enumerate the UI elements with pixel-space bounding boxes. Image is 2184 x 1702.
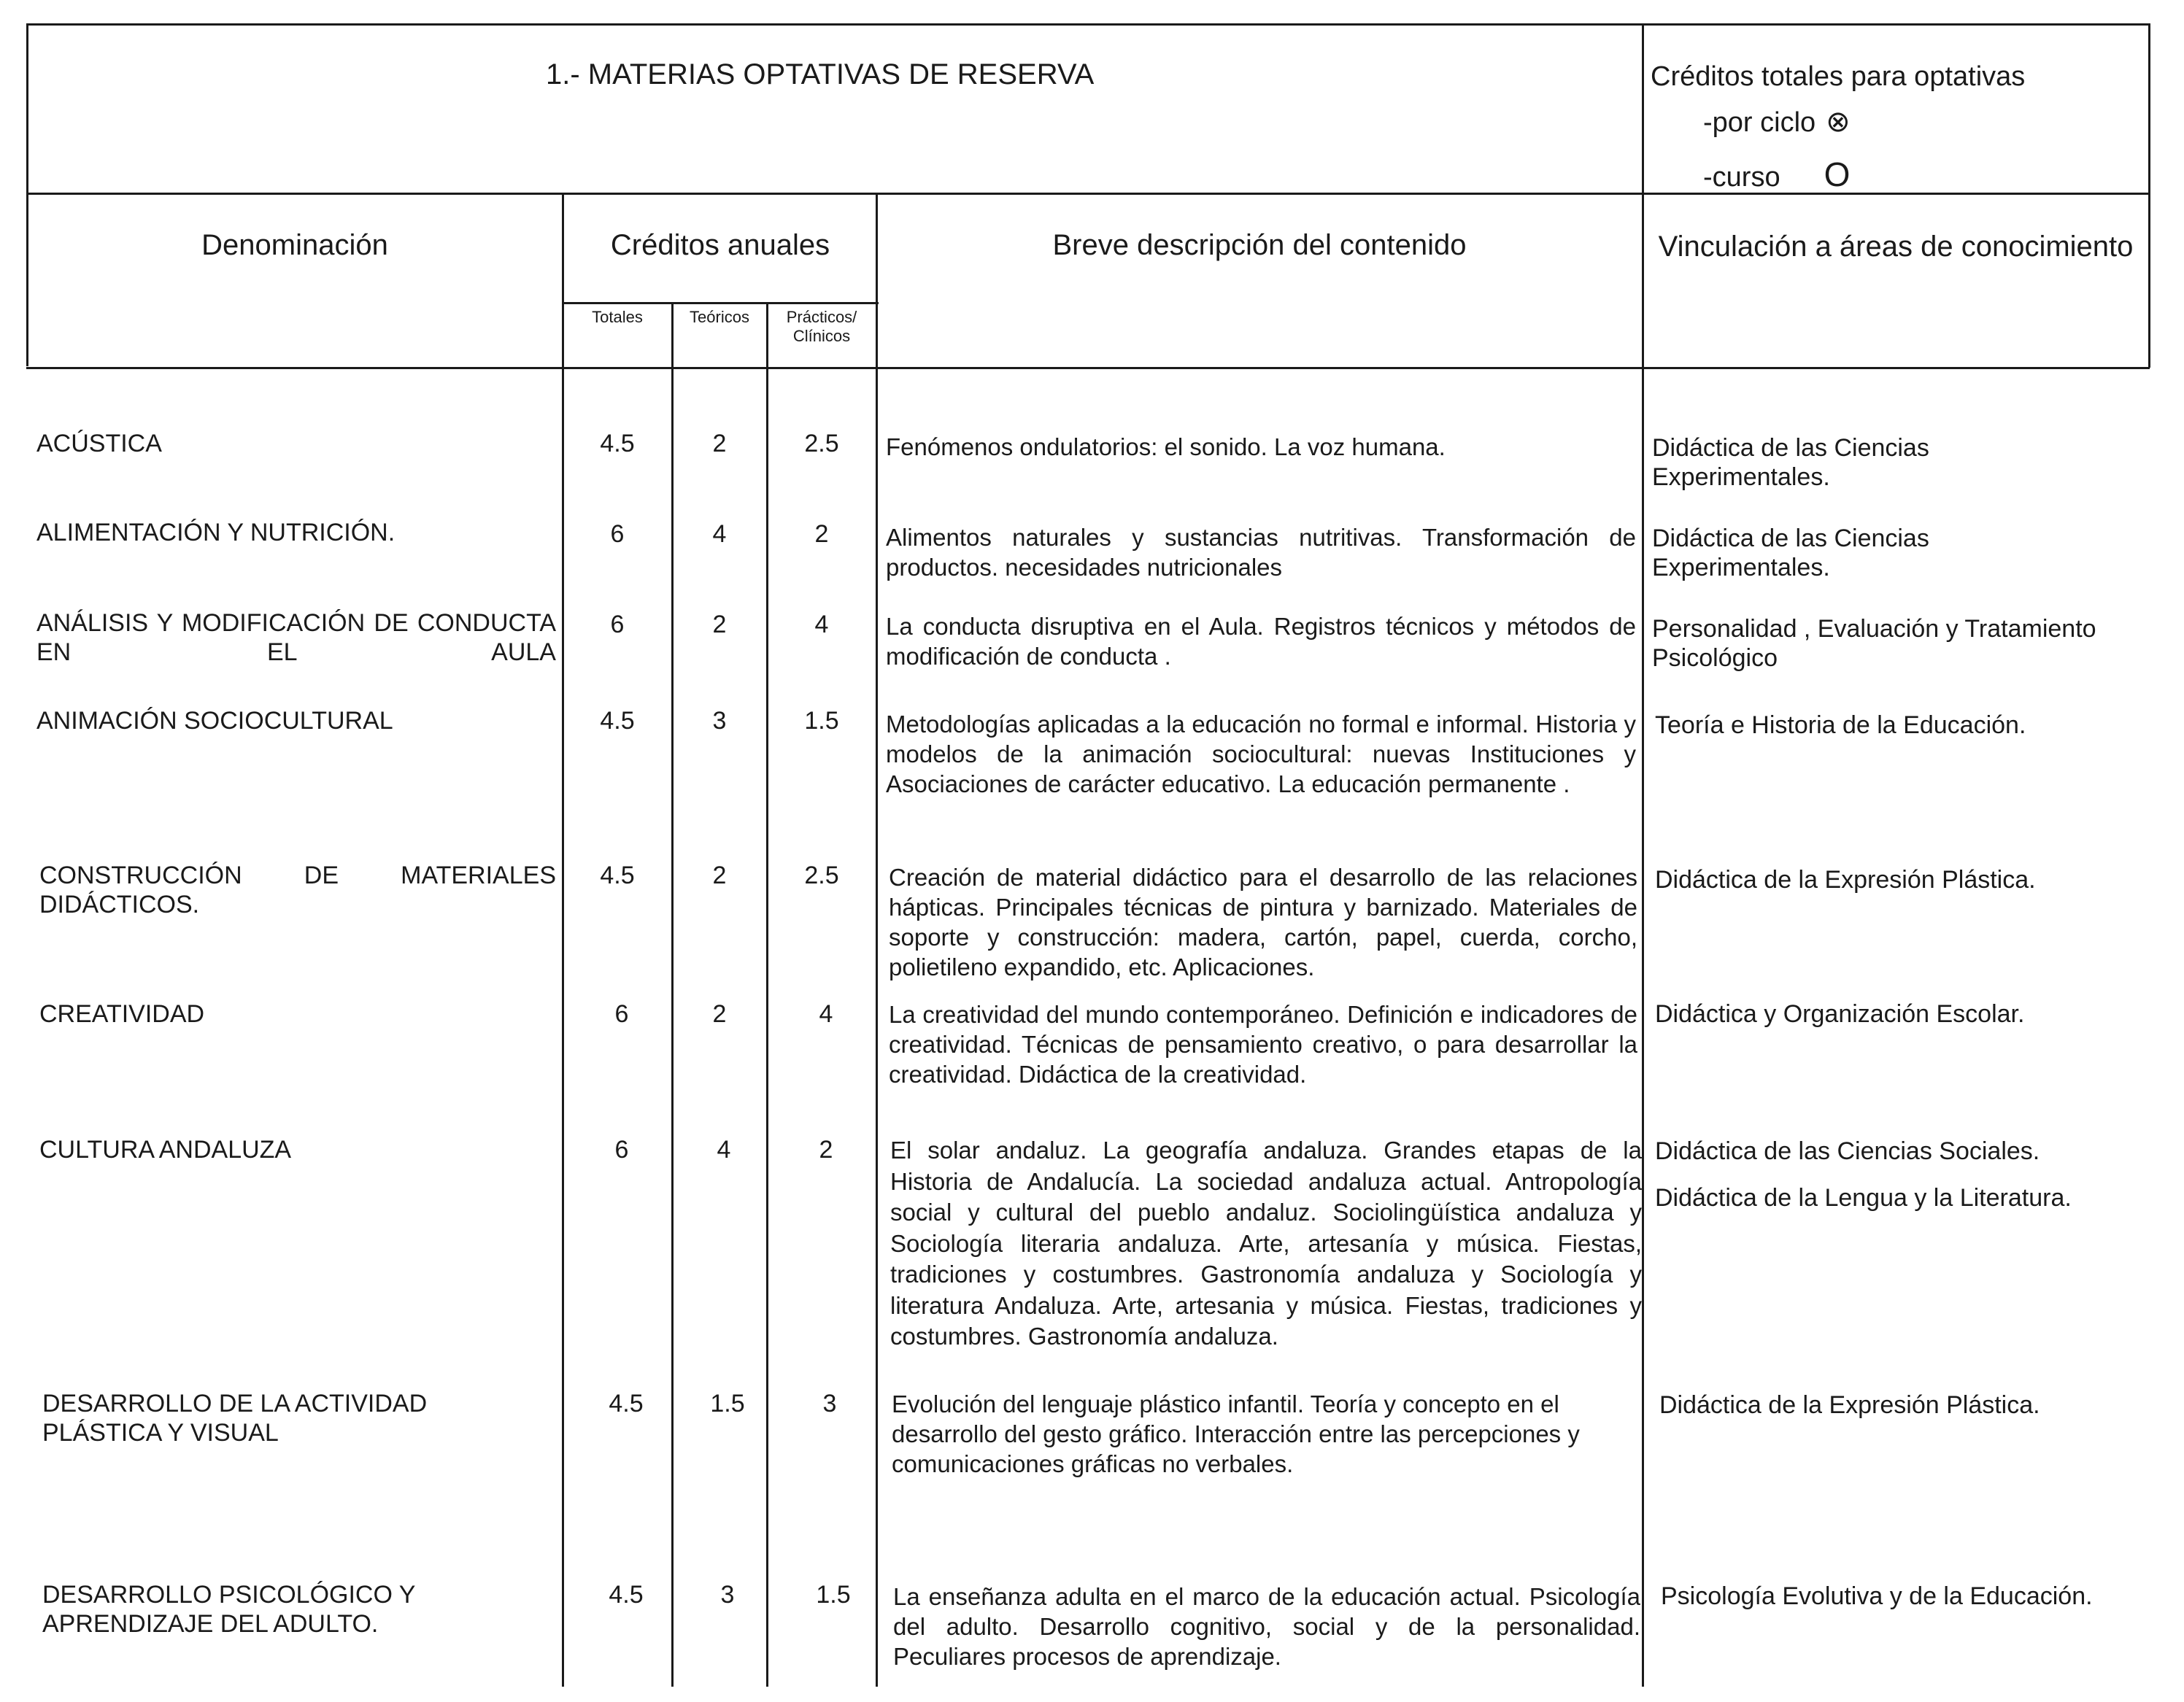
row-description: La enseñanza adulta en el marco de la educación actual. Psicología del adulto. Desarrollo cognitivo, social y de la personalidad. Peculiares procesos de aprendizaje.	[893, 1583, 1640, 1670]
row-totales: 6	[614, 1136, 629, 1164]
table-right-border	[2148, 23, 2150, 368]
col-divider-totales	[671, 302, 674, 1687]
col-header-vinculacion: Vinculación a áreas de conocimiento	[1658, 231, 2134, 263]
por-ciclo-label: -por ciclo	[1703, 107, 1816, 138]
row-area: Didáctica de la Expresión Plástica.	[1655, 866, 2036, 894]
col-divider-name	[562, 193, 564, 1687]
row-teoricos: 3	[720, 1581, 735, 1609]
table-left-border	[26, 23, 28, 366]
row-name: ACÚSTICA	[36, 430, 162, 457]
row-totales: 4.5	[609, 1581, 644, 1609]
row-teoricos: 2	[712, 1000, 727, 1028]
col-header-denominacion: Denominación	[201, 229, 388, 261]
row-area: Personalidad , Evaluación y Tratamiento Psicológico	[1652, 615, 2096, 672]
row-teoricos: 4	[717, 1136, 731, 1164]
row-totales: 4.5	[600, 862, 635, 889]
row-description: Fenómenos ondulatorios: el sonido. La voz humana.	[886, 433, 1446, 460]
row-description: La conducta disruptiva en el Aula. Registros técnicos y métodos de modificación de conducta .	[886, 613, 1636, 670]
credits-box-left-border	[1642, 23, 1644, 1687]
col-header-practicos	[768, 308, 876, 346]
row-practicos: 4	[814, 611, 829, 638]
row-description: Evolución del lenguaje plástico infantil. Teoría y concepto en el desarrollo del gesto gráfico. Interacción entre las percepciones y comunicaciones gráficas no verbales.	[892, 1390, 1580, 1477]
row-teoricos: 1.5	[710, 1390, 745, 1417]
row-totales: 4.5	[600, 430, 635, 457]
col-header-practicos-line2: Clínicos	[792, 327, 851, 345]
row-practicos: 2	[814, 520, 829, 548]
col-divider-teoricos	[766, 302, 768, 1687]
row-totales: 6	[610, 520, 625, 548]
row-area: Teoría e Historia de la Educación.	[1655, 711, 2026, 739]
row-practicos: 3	[822, 1390, 837, 1417]
table-top-border	[26, 23, 2150, 26]
col-header-descripcion: Breve descripción del contenido	[1052, 229, 1467, 261]
row-name: CONSTRUCCIÓN DE MATERIALES DIDÁCTICOS.	[39, 862, 556, 918]
curso-label: -curso	[1703, 162, 1780, 193]
row-description: El solar andaluz. La geografía andaluza. Grandes etapas de la Historia de Andalucía. La sociedad andaluza actual. Antropología social y cultural del pueblo andaluz. Sociolingüística andaluza y Sociología literaria andaluza. Arte, artesanía y música. Fiestas, tradiciones y costumbres. Gastronomía andaluza y Sociología y literatura Andaluza. Arte, artesania y música. Fiestas, tradiciones y costumbres. Gastronomía andaluza.	[890, 1137, 1642, 1350]
row-totales: 6	[610, 611, 625, 638]
empty-circle-icon: O	[1824, 155, 1851, 193]
row-area: Didáctica de la Expresión Plástica.	[1659, 1391, 2040, 1419]
row-practicos: 4	[819, 1000, 833, 1028]
row-teoricos: 2	[712, 611, 727, 638]
col-header-teoricos: Teóricos	[690, 308, 749, 326]
row-name: CREATIVIDAD	[39, 1000, 205, 1028]
row-practicos: 2.5	[804, 862, 839, 889]
row-area: Didáctica y Organización Escolar.	[1655, 1000, 2025, 1028]
row-name: ANIMACIÓN SOCIOCULTURAL	[36, 707, 393, 735]
row-totales: 4.5	[600, 707, 635, 735]
row-practicos: 1.5	[804, 707, 839, 735]
row-name: ALIMENTACIÓN Y NUTRICIÓN.	[36, 519, 395, 546]
curso-row	[1703, 155, 1850, 194]
row-area: Didáctica de las Ciencias Sociales.	[1655, 1137, 2040, 1165]
subheader-divider	[563, 302, 879, 304]
row-area: Didáctica de las Ciencias Experimentales.	[1652, 434, 1929, 491]
por-ciclo-row	[1703, 105, 1851, 139]
col-header-creditos: Créditos anuales	[610, 229, 830, 261]
table-title: 1.- MATERIAS OPTATIVAS DE RESERVA	[546, 58, 1095, 90]
row-totales: 4.5	[609, 1390, 644, 1417]
row-name: DESARROLLO PSICOLÓGICO Y APRENDIZAJE DEL ADULTO.	[42, 1581, 415, 1638]
row-area: Psicología Evolutiva y de la Educación.	[1661, 1582, 2093, 1610]
row-area: Didáctica de las Ciencias Experimentales.	[1652, 525, 1929, 581]
row-practicos: 1.5	[816, 1581, 851, 1609]
row-teoricos: 3	[712, 707, 727, 735]
row-description: La creatividad del mundo contemporáneo. Definición e indicadores de creatividad. Técnicas de pensamiento creativo, o para desarrollar la creatividad. Didáctica de la creatividad.	[889, 1001, 1637, 1088]
row-totales: 6	[614, 1000, 629, 1028]
row-practicos: 2	[819, 1136, 833, 1164]
row-name: CULTURA ANDALUZA	[39, 1136, 292, 1164]
col-header-practicos-line1: Prácticos/	[786, 308, 857, 326]
checked-circle-icon: ⊗	[1826, 106, 1851, 138]
row-practicos: 2.5	[804, 430, 839, 457]
column-header-bottom	[26, 367, 2150, 369]
row-name: DESARROLLO DE LA ACTIVIDAD PLÁSTICA Y VISUAL	[42, 1390, 428, 1447]
row-teoricos: 4	[712, 520, 727, 548]
col-divider-practicos	[876, 193, 878, 1687]
row-description: Creación de material didáctico para el desarrollo de las relaciones hápticas. Principales técnicas de pintura y barnizado. Materiales de soporte y construcción: madera, cartón, papel, cuerda, corcho, polietileno expandido, etc. Aplicaciones.	[889, 864, 1637, 980]
row-teoricos: 2	[712, 430, 727, 457]
credits-title: Créditos totales para optativas	[1651, 61, 2026, 92]
row-name: ANÁLISIS Y MODIFICACIÓN DE CONDUCTA EN EL AULA	[36, 609, 556, 666]
row-area-secondary: Didáctica de la Lengua y la Literatura.	[1655, 1184, 2072, 1212]
row-teoricos: 2	[712, 862, 727, 889]
col-header-totales: Totales	[592, 308, 643, 326]
row-description: Alimentos naturales y sustancias nutritivas. Transformación de productos. necesidades nutricionales	[886, 524, 1636, 581]
row-description: Metodologías aplicadas a la educación no formal e informal. Historia y modelos de la animación sociocultural: nuevas Instituciones y Asociaciones de carácter educativo. La educación permanente .	[886, 711, 1636, 797]
